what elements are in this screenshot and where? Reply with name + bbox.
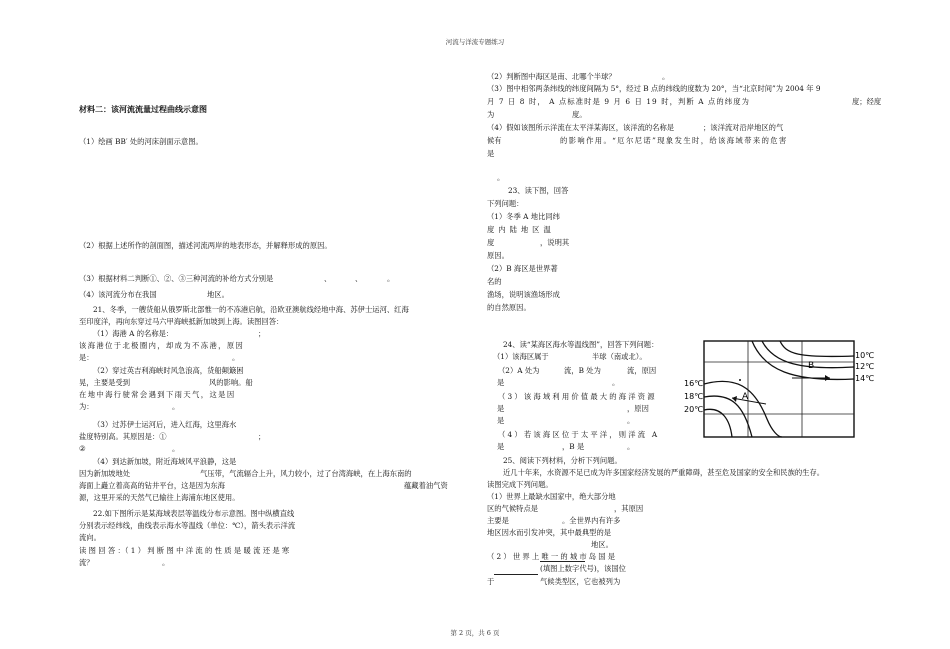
q22-4b: 候有 bbox=[487, 136, 502, 145]
point-a-label: A bbox=[742, 392, 749, 402]
q21-1c-end: 。 bbox=[232, 353, 240, 362]
isotherm-10 bbox=[780, 341, 854, 356]
q21-3c: ② bbox=[79, 444, 86, 453]
q24-4b: 是 bbox=[497, 442, 505, 451]
q25-title: 25、阅读下列材料，分析下列问题。 bbox=[503, 456, 622, 465]
q24-2b: 是 bbox=[497, 378, 505, 387]
q21-1: （1）海港 A 的名称是： bbox=[93, 329, 174, 338]
q24-2-tail: 流，原因 bbox=[627, 366, 657, 375]
label-16c: 16℃ bbox=[684, 379, 704, 388]
q21-line2: 至印度洋，再向东穿过马六甲海峡抵新加坡到上海。读图回答： bbox=[79, 317, 284, 326]
q22-q1b-end: 。 bbox=[162, 558, 170, 567]
q22-q1b: 流？ bbox=[79, 558, 94, 567]
label-12c: 12℃ bbox=[855, 362, 874, 371]
q25-1d: 地区因水而引发冲突，其中最典型的是 bbox=[487, 528, 612, 537]
q22-3b-tail: 度；经度 bbox=[852, 97, 882, 106]
q23-line2: 下列问题： bbox=[487, 199, 524, 208]
q22-line3: 流向。 bbox=[79, 533, 101, 542]
q21-3b-end: ； bbox=[258, 432, 266, 441]
q22-3b: 月 7 日 8 时， A 点标准时是 9 月 6 日 19 时，判断 A 点的纬度为 bbox=[487, 97, 751, 106]
page-header: 河流与洋流专题练习 bbox=[445, 38, 505, 46]
q21-2b-tail: 风的影响。船 bbox=[209, 378, 253, 387]
figure-frame bbox=[704, 341, 854, 437]
point-b-label: B bbox=[808, 361, 815, 371]
label-20c: 20℃ bbox=[684, 405, 704, 414]
q25-1c-tail: 。全世界内有许多 bbox=[562, 516, 621, 525]
q21-4b: 因为新加坡地处 bbox=[79, 469, 131, 478]
q24-2: （2）A 处为 bbox=[498, 366, 540, 375]
blank-line bbox=[540, 561, 585, 562]
q22-4d: 。 bbox=[497, 173, 505, 182]
q24-3b-tail: ，原因 bbox=[627, 404, 649, 413]
isotherm-20 bbox=[704, 409, 732, 437]
q21-3: （3）过苏伊士运河后，进入红海，这里海水 bbox=[93, 420, 237, 429]
q24-3c-end: 。 bbox=[627, 416, 635, 425]
q22-2-end: 。 bbox=[662, 72, 670, 81]
label-18c: 18℃ bbox=[684, 392, 704, 401]
q24-2b-end: 。 bbox=[612, 378, 620, 387]
isotherm-figure bbox=[682, 334, 874, 446]
q21-1-end: ； bbox=[258, 329, 266, 338]
q25-2c-tail: 气候类型区，它也被列为 bbox=[540, 577, 621, 586]
q25-para2: 读图完成下列问题。 bbox=[487, 480, 553, 489]
q21-2b: 晃，主要是受到 bbox=[79, 378, 131, 387]
q24-3b: 是 bbox=[497, 404, 505, 413]
q24-2-mid: 流，B 处为 bbox=[564, 366, 601, 375]
q22-3: （3）图中相邻两条纬线的纬度间隔为 5°，经过 B 点的纬线的度数为 20°，当“北京时间”为 2004 年 9 bbox=[487, 84, 821, 93]
q3-end: 。 bbox=[387, 274, 395, 283]
q21-4c: 海面上矗立着高高的钻井平台，这是因为东海 bbox=[79, 481, 225, 490]
q24-3c: 是 bbox=[497, 416, 505, 425]
q25-2c: 于 bbox=[487, 577, 495, 586]
q23-1c: 度 bbox=[487, 238, 495, 247]
page-footer: 第 2 页，共 6 页 bbox=[450, 629, 500, 637]
q21-2d-end: 。 bbox=[172, 402, 180, 411]
q24-4: （4）若该海区位于太平洋，则洋流 A bbox=[498, 430, 660, 439]
q21-2c: 在地中海行驶常会遇到下雨天气，这是因 bbox=[79, 390, 236, 399]
q21-1c: 是： bbox=[79, 353, 94, 362]
material-two-title: 材料二：该河流流量过程曲线示意图 bbox=[79, 104, 207, 114]
q24-3: （3）该海域利用价值最大的海洋资源 bbox=[498, 392, 657, 401]
q2-text: （2）根据上述所作的剖面图，描述河流两岸的地表形态，并解释形成的原因。 bbox=[79, 241, 332, 250]
point-dot bbox=[739, 379, 741, 381]
q22-3c: 为 bbox=[487, 110, 495, 119]
q22-line2: 分别表示经纬线，曲线表示海水等温线（单位：℃），箭头表示洋流 bbox=[79, 521, 296, 530]
q24-1-tail: 半球（南或北）。 bbox=[592, 352, 647, 361]
blank-line bbox=[494, 574, 538, 575]
q22-4-tail: ；该洋流对沿岸地区的气 bbox=[703, 123, 784, 132]
q21-2d: 为： bbox=[79, 402, 94, 411]
q25-1e: 地区。 bbox=[591, 540, 613, 549]
q3-sep1: 、 bbox=[324, 274, 332, 283]
q1-text: （1）绘画 BB′ 处的河床剖面示意图。 bbox=[79, 137, 203, 146]
q3-text: （3）根据材料二判断①、②、③三种河流的补给方式分别是 bbox=[79, 274, 274, 283]
q25-2: （2）世界上唯一的城市岛国是 bbox=[487, 552, 618, 561]
label-14c: 14℃ bbox=[855, 374, 874, 383]
q21-line1: 21、冬季，一艘货船从俄罗斯北部惟一的不冻港启航，沿欧亚澳航线经地中海、苏伊士运河、红海 bbox=[93, 305, 409, 314]
q23-2c: 渔场，说明该渔场形成 bbox=[487, 290, 560, 299]
q22-4: （4）假如该图所示洋流在太平洋某海区，该洋流的名称是 bbox=[487, 123, 675, 132]
q24-4b-mid: ，B 是 bbox=[562, 442, 585, 451]
q21-4b-tail: 气压带，气流辐合上升，风力较小，过了台湾海峡，在上海东南的 bbox=[200, 469, 412, 478]
isotherm-16 bbox=[704, 381, 782, 437]
q23-2b: 名的 bbox=[487, 277, 502, 286]
q22-3c-end: 度。 bbox=[572, 110, 587, 119]
q24-1: （1）该海区属于 bbox=[493, 352, 549, 361]
q25-1: （1）世界上最缺水国家中，绝大部分地 bbox=[487, 492, 616, 501]
arrowhead-b bbox=[825, 375, 830, 381]
q21-4d: 源，这里开采的天然气已输往上海浦东地区使用。 bbox=[79, 493, 240, 502]
q24-4b-end: 。 bbox=[627, 442, 635, 451]
q25-2b: (填图上数字代号)，该国位 bbox=[540, 564, 626, 573]
q21-4c-tail: 蕴藏着油气资 bbox=[404, 481, 448, 490]
q22-4c: 是 bbox=[487, 149, 495, 158]
q24-title: 24、读“某海区海水等温线图”，回答下列问题： bbox=[503, 340, 659, 349]
q25-1b: 区的气候特点是 bbox=[487, 504, 539, 513]
q21-3b: 盐度特别高。其原因是：① bbox=[79, 432, 167, 441]
isotherm-18 bbox=[704, 396, 752, 437]
q23-line1: 23、读下图，回答 bbox=[508, 186, 569, 195]
q23-1b: 度内陆地区温 bbox=[487, 225, 555, 234]
q23-1: （1）冬季 A 地比同纬 bbox=[487, 212, 560, 221]
q21-2: （2）穿过英吉利海峡时风急浪高，货船颠簸困 bbox=[93, 366, 244, 375]
current-arrow-a bbox=[732, 398, 766, 404]
q22-2: （2）判断图中海区是南、北哪个半球？ bbox=[487, 72, 616, 81]
q22-q1: 读 图 回 答 ：（ 1 ） 判 断 图 中 洋 流 的 性 质 是 暖 流 还 是 寒 bbox=[79, 546, 290, 555]
q22-line1: 22.如下图所示是某海域表层等温线分布示意图。图中纵横直线 bbox=[93, 509, 295, 518]
q23-1c-tail: ，说明其 bbox=[540, 238, 570, 247]
q25-1c: 主要是 bbox=[487, 516, 509, 525]
q23-2d: 的自然原因。 bbox=[487, 303, 531, 312]
q23-2: （2）B 海区是世界著 bbox=[487, 264, 558, 273]
q4-text: （4）该河流分布在我国 bbox=[79, 290, 157, 299]
q4-tail: 地区。 bbox=[207, 290, 229, 299]
isotherm-14 bbox=[752, 341, 854, 379]
label-10c: 10℃ bbox=[855, 351, 874, 360]
q25-para: 近几十年来，水资源不足已成为许多国家经济发展的严重障碍，甚至危及国家的安全和民族的生存。 bbox=[503, 468, 825, 477]
q25-1b-tail: ，其原因 bbox=[614, 504, 644, 513]
q23-1d: 原因。 bbox=[487, 251, 509, 260]
q3-sep2: 、 bbox=[355, 274, 363, 283]
q21-1b: 该海港位于北极圈内，却成为不冻港，原因 bbox=[79, 341, 245, 350]
q22-4b-tail: 的影响作用。“厄尔尼诺”现象发生时，给该海域带来的危害 bbox=[560, 136, 788, 145]
q21-3c-end: 。 bbox=[172, 444, 180, 453]
q21-4: （4）到达新加坡，附近海域风平浪静，这是 bbox=[93, 457, 237, 466]
